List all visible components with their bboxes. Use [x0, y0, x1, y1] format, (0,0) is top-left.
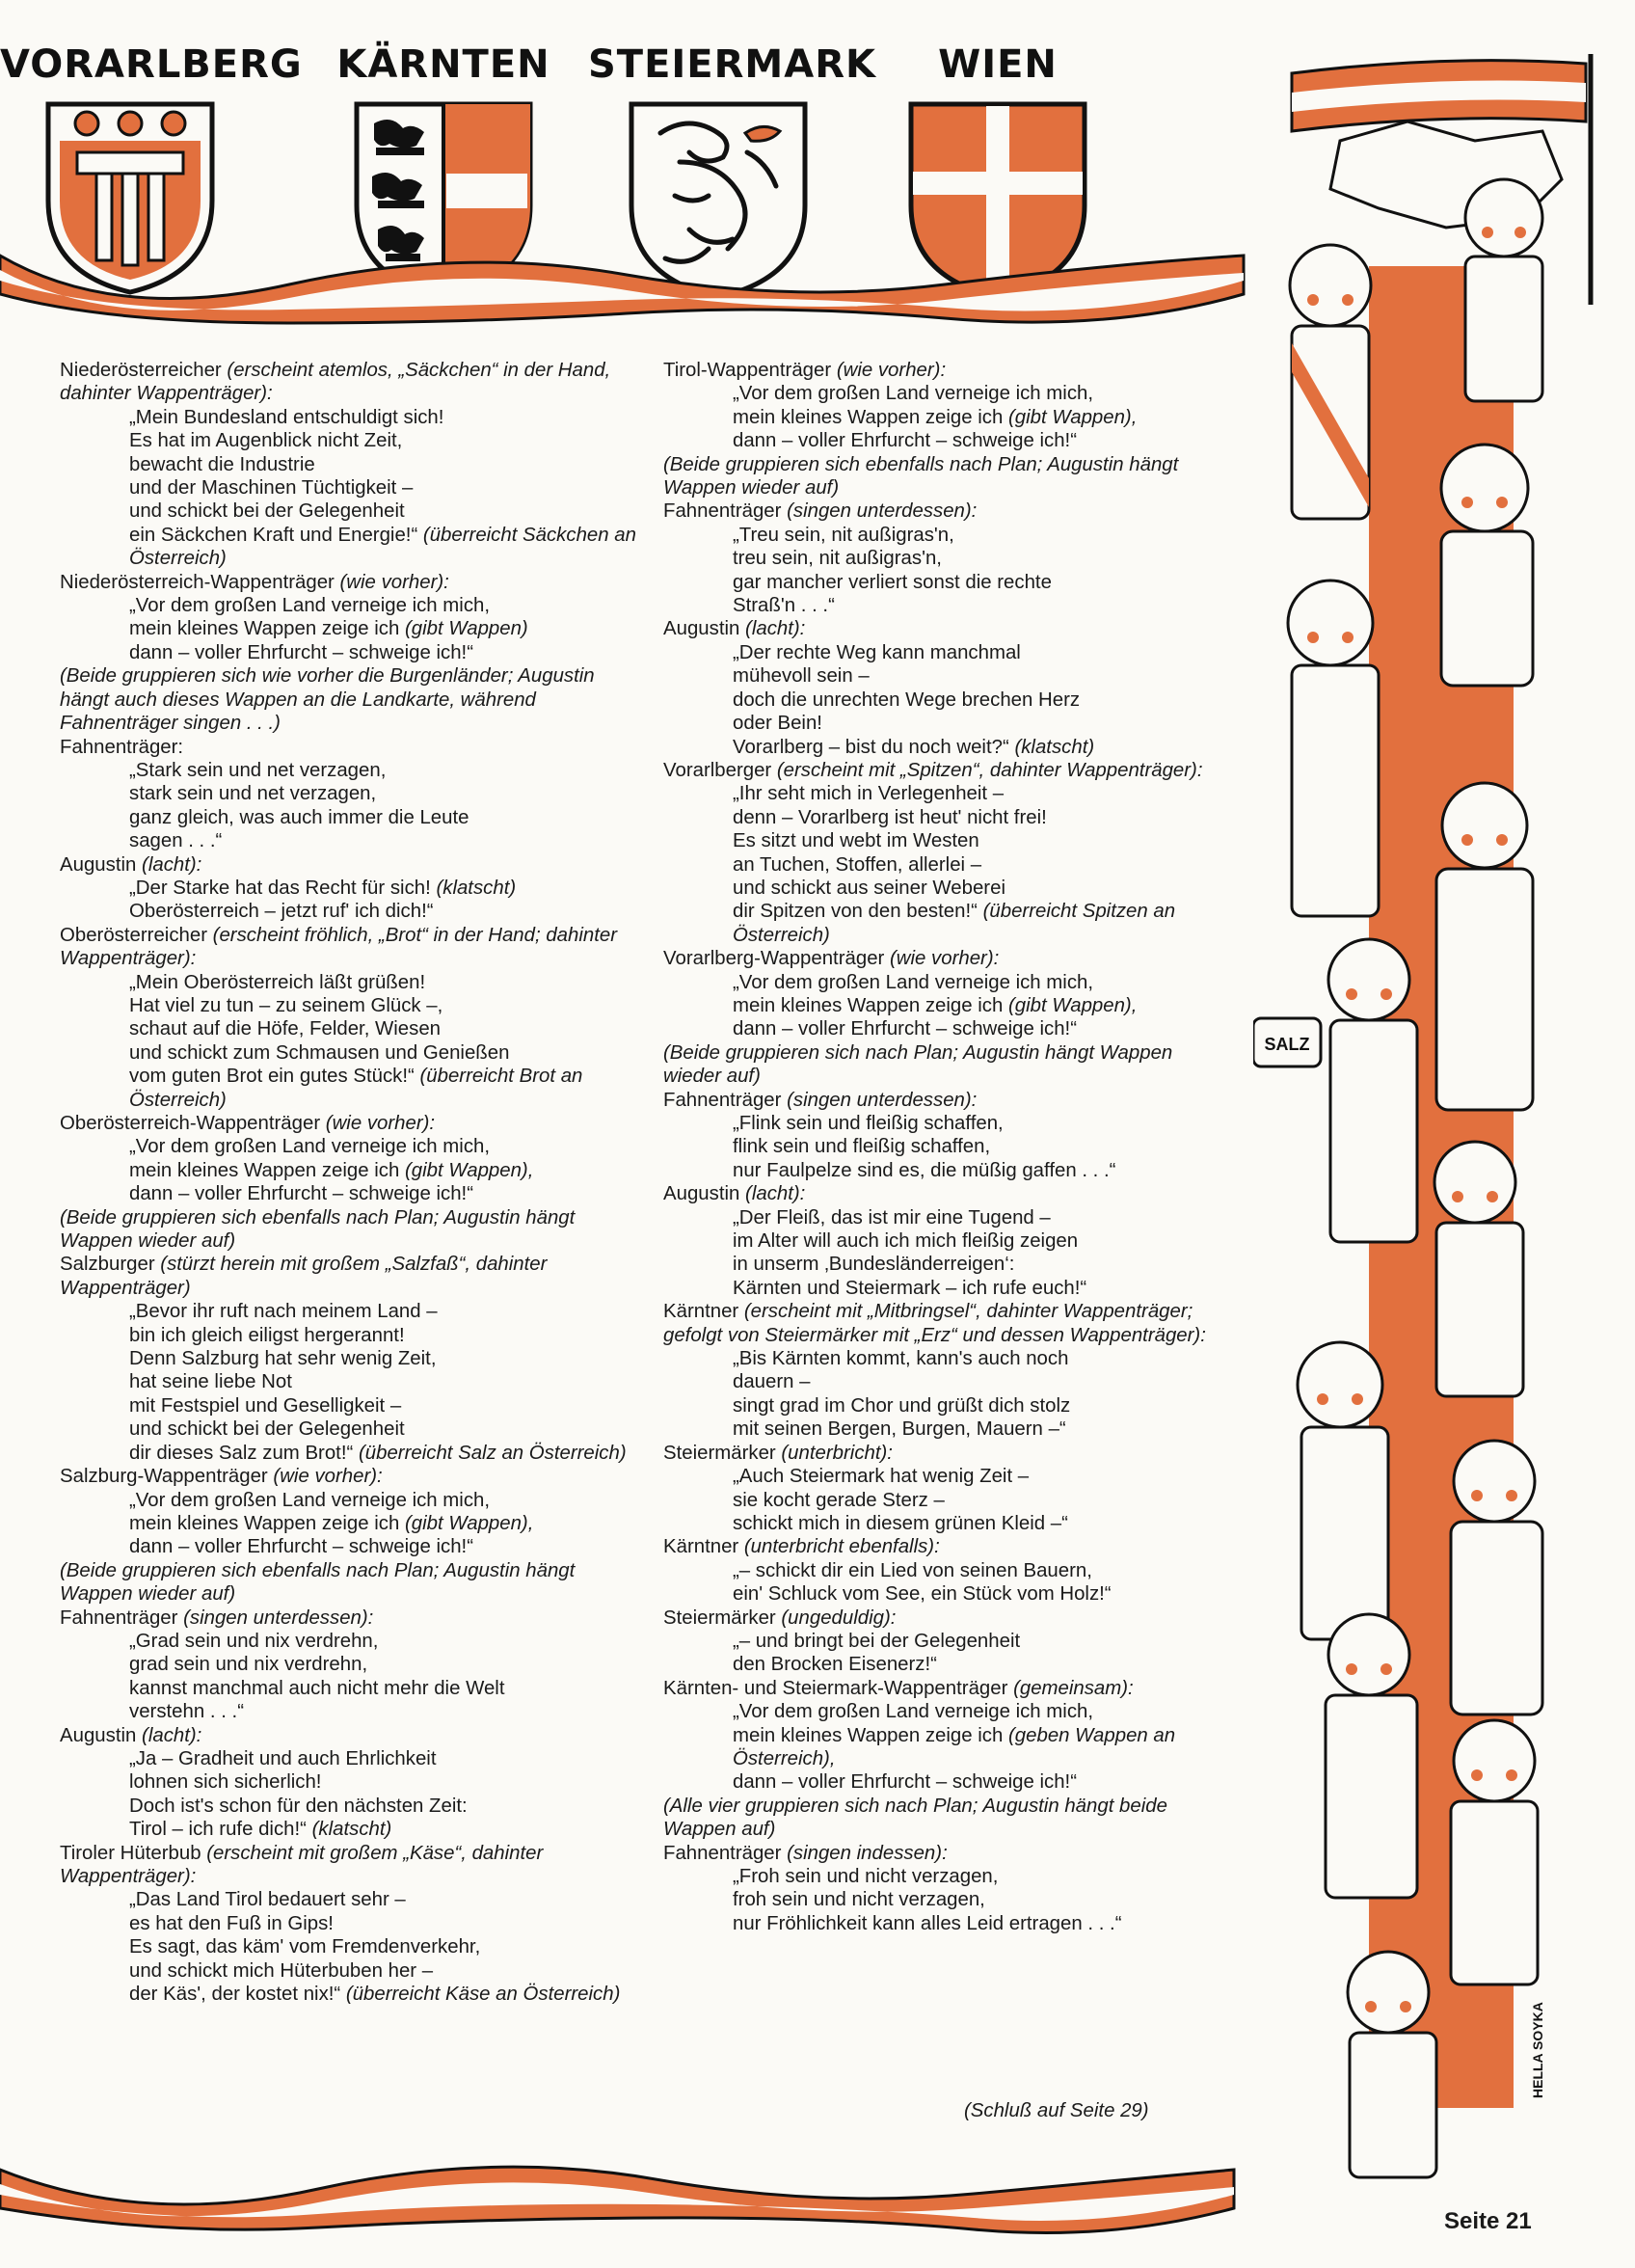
verse-text: „Vor dem großen Land verneige ich mich, mein kleines Wappen zeige ich	[129, 1489, 491, 1534]
verse-text: „Bevor ihr ruft nach meinem Land – bin ich gleich eiligst hergerannt! Denn Salzburg hat sehr wenig Zeit, hat seine liebe Not mit Festspiel und Geselligkeit – und schickt bei der Gelegenheit dir dieses Salz zum Brot!“	[129, 1301, 438, 1464]
left-column	[60, 359, 638, 2006]
verse-text: „Der rechte Weg kann manchmal mühevoll sein – doch die unrechten Wege brechen Herz oder Bein! Vorarlberg – bist du noch weit?“	[733, 641, 1081, 758]
right-column	[663, 359, 1234, 1935]
stage-direction: (klatscht)	[1014, 736, 1095, 758]
stage-note: (Alle vier gruppieren sich nach Plan; Augustin hängt beide Wappen auf)	[663, 1795, 1167, 1841]
stage-direction: (unterbricht):	[781, 1442, 893, 1464]
verse-text: dann – voller Ehrfurcht – schweige ich!“	[733, 430, 1078, 452]
children-illustration	[1253, 54, 1600, 2233]
verse-text: „Mein Bundesland entschuldigt sich! Es hat im Augenblick nicht Zeit, bewacht die Industrie und der Maschinen Tüchtigkeit – und schickt bei der Gelegenheit ein Säckchen Kraft und Energie!“	[129, 406, 444, 546]
verse-text: „Flink sein und fleißig schaffen, flink sein und fleißig schaffen, nur Faulpelze sind es, die müßig gaffen . . .“	[733, 1113, 1116, 1181]
speaker-name: Oberösterreicher	[60, 924, 207, 946]
script-entry	[60, 1606, 638, 1724]
stage-direction: (erscheint mit „Mitbringsel“, dahinter Wappenträger; gefolgt von Steiermärker mit „Erz“ und dessen Wappenträger):	[663, 1301, 1206, 1346]
stage-direction: (unterbricht ebenfalls):	[743, 1536, 940, 1558]
verse-text: dann – voller Ehrfurcht – schweige ich!“	[129, 1536, 474, 1558]
script-entry	[663, 1182, 1234, 1300]
stage-note: (Beide gruppieren sich ebenfalls nach Plan; Augustin hängt Wappen wieder auf)	[663, 453, 1179, 500]
script-entry	[663, 1606, 1234, 1677]
verse-text: Oberösterreich – jetzt ruf' ich dich!“	[129, 901, 434, 923]
stage-direction: (gibt Wappen),	[1008, 994, 1138, 1016]
verse-text: „– schickt dir ein Lied von seinen Bauern, ein' Schluck vom See, ein Stück vom Holz!“	[733, 1559, 1112, 1606]
speaker-name: Steiermärker	[663, 1606, 776, 1629]
speaker-name: Fahnenträger:	[60, 736, 184, 758]
speaker-name: Vorarlberg-Wappenträger	[663, 948, 885, 970]
stage-note: (Beide gruppieren sich ebenfalls nach Plan; Augustin hängt Wappen wieder auf)	[60, 1206, 576, 1253]
stage-direction: (gibt Wappen),	[405, 1512, 534, 1534]
speaker-name: Fahnenträger	[60, 1606, 178, 1629]
stage-direction: (gibt Wappen),	[405, 1159, 534, 1181]
verse-text: „Mein Oberösterreich läßt grüßen! Hat viel zu tun – zu seinem Glück –, schaut auf die Höfe, Felder, Wiesen und schickt zum Schmausen und Genießen vom guten Brot ein gutes Stück!“	[129, 971, 510, 1088]
script-entry	[663, 1535, 1234, 1606]
page-number: Seite 21	[1444, 2208, 1532, 2234]
verse-text: „Der Starke hat das Recht für sich!	[129, 877, 431, 899]
stage-direction: (überreicht Käse an Österreich)	[345, 1984, 621, 2006]
stage-direction: (lacht):	[142, 853, 202, 876]
stage-direction: (gibt Wappen),	[1008, 406, 1138, 428]
script-entry	[60, 359, 638, 571]
speaker-name: Niederösterreicher	[60, 360, 222, 381]
continued-note: (Schluß auf Seite 29)	[964, 2100, 1149, 2121]
bottom-ribbon	[0, 2141, 1253, 2247]
verse-text: „Stark sein und net verzagen, stark sein und net verzagen, ganz gleich, was auch immer die Leute sagen . . .“	[129, 759, 469, 852]
speaker-name: Augustin	[663, 618, 740, 640]
state-name: WIEN	[938, 42, 1058, 87]
script-entry	[663, 1677, 1234, 1842]
stage-direction: (überreicht Brot an Österreich)	[129, 1066, 583, 1111]
stage-direction: (überreicht Säckchen an Österreich)	[129, 524, 636, 570]
script-entry	[663, 1300, 1234, 1441]
script-entry	[60, 924, 638, 1112]
stage-note: (Beide gruppieren sich nach Plan; Augustin hängt Wappen wieder auf)	[663, 1041, 1173, 1088]
state-name: STEIERMARK	[588, 42, 876, 87]
stage-direction: (erscheint fröhlich, „Brot“ in der Hand; dahinter Wappenträger):	[60, 924, 618, 970]
stage-direction: (stürzt herein mit großem „Salzfaß“, dahinter Wappenträger)	[60, 1254, 548, 1299]
verse-text: „Ihr seht mich in Verlegenheit – denn – Vorarlberg ist heut' nicht frei! Es sitzt und webt im Westen an Tuchen, Stoffen, allerlei – und schickt aus seiner Weberei dir Spitzen von den besten!“	[733, 783, 1047, 923]
speaker-name: Kärntner	[663, 1301, 739, 1323]
verse-text: dann – voller Ehrfurcht – schweige ich!“	[733, 1018, 1078, 1040]
speaker-name: Tirol-Wappenträger	[663, 360, 832, 381]
barrel-label: SALZ	[1264, 1035, 1310, 1054]
speaker-name: Fahnenträger	[663, 1089, 782, 1111]
stage-note: (Beide gruppieren sich wie vorher die Burgenländer; Augustin hängt auch dieses Wappen an die Landkarte, während Fahnenträger singen . . .)	[60, 665, 595, 735]
speaker-name: Fahnenträger	[663, 1842, 782, 1864]
script-entry	[60, 736, 638, 853]
script-entry	[60, 853, 638, 924]
speaker-name: Augustin	[60, 853, 137, 876]
verse-text: „Vor dem großen Land verneige ich mich, mein kleines Wappen zeige ich	[129, 1136, 491, 1181]
verse-text: „Ja – Gradheit und auch Ehrlichkeit lohnen sich sicherlich! Doch ist's schon für den nächsten Zeit: Tirol – ich rufe dich!“	[129, 1747, 468, 1841]
script-entry	[663, 1842, 1234, 1936]
script-entry	[60, 1842, 638, 2007]
stage-direction: (lacht):	[745, 1183, 806, 1205]
stage-direction: (wie vorher):	[890, 948, 1000, 970]
verse-text: „Vor dem großen Land verneige ich mich, mein kleines Wappen zeige ich	[733, 971, 1094, 1016]
verse-text: „Vor dem großen Land verneige ich mich, mein kleines Wappen zeige ich	[733, 1701, 1094, 1746]
speaker-name: Kärnten- und Steiermark-Wappenträger	[663, 1677, 1008, 1699]
speaker-name: Salzburger	[60, 1254, 155, 1276]
script-entry	[60, 1253, 638, 1465]
speaker-name: Kärntner	[663, 1536, 739, 1558]
top-ribbon	[0, 217, 1253, 352]
speaker-name: Augustin	[663, 1183, 740, 1205]
script-entry	[663, 1442, 1234, 1536]
script-entry	[663, 947, 1234, 1088]
stage-direction: (überreicht Salz an Österreich)	[358, 1442, 627, 1464]
stage-direction: (überreicht Spitzen an Österreich)	[733, 901, 1176, 946]
script-entry	[663, 500, 1234, 617]
stage-direction: (geben Wappen an Österreich),	[733, 1724, 1176, 1769]
stage-direction: (singen unterdessen):	[787, 500, 978, 523]
stage-direction: (erscheint mit großem „Käse“, dahinter Wappenträger):	[60, 1842, 544, 1887]
stage-direction: (ungeduldig):	[781, 1606, 897, 1629]
script-entry	[663, 617, 1234, 758]
script-entry	[60, 1724, 638, 1842]
verse-text: dann – voller Ehrfurcht – schweige ich!“	[129, 641, 474, 663]
speaker-name: Niederösterreich-Wappenträger	[60, 571, 335, 593]
artist-signature: HELLA SOYKA	[1530, 2002, 1545, 2098]
verse-text: „Grad sein und nix verdrehn, grad sein und nix verdrehn, kannst manchmal auch nicht mehr die Welt verstehn . . .“	[129, 1630, 505, 1723]
stage-direction: (wie vorher):	[339, 571, 449, 593]
verse-text: „Vor dem großen Land verneige ich mich, mein kleines Wappen zeige ich	[733, 383, 1094, 428]
script-entry	[663, 359, 1234, 500]
script-entry	[60, 571, 638, 736]
script-entry	[60, 1112, 638, 1253]
speaker-name: Salzburg-Wappenträger	[60, 1466, 268, 1488]
stage-direction: (gibt Wappen)	[405, 618, 528, 640]
stage-direction: (erscheint atemlos, „Säckchen“ in der Hand, dahinter Wappenträger):	[60, 360, 611, 405]
stage-direction: (singen unterdessen):	[183, 1606, 374, 1629]
verse-text: „Bis Kärnten kommt, kann's auch noch dauern – singt grad im Chor und grüßt dich stolz mit seinen Bergen, Burgen, Mauern –“	[733, 1348, 1071, 1441]
stage-direction: (wie vorher):	[273, 1466, 383, 1488]
verse-text: „Froh sein und nicht verzagen, froh sein und nicht verzagen, nur Fröhlichkeit kann alles Leid ertragen . . .“	[733, 1866, 1122, 1934]
speaker-name: Augustin	[60, 1724, 137, 1746]
stage-direction: (singen unterdessen):	[787, 1089, 978, 1111]
stage-direction: (klatscht)	[311, 1819, 392, 1841]
verse-text: „Auch Steiermark hat wenig Zeit – sie kocht gerade Sterz – schickt mich in diesem grünen Kleid –“	[733, 1466, 1068, 1534]
state-name: KÄRNTEN	[336, 42, 550, 87]
script-entry	[60, 1465, 638, 1606]
verse-text: „– und bringt bei der Gelegenheit den Brocken Eisenerz!“	[733, 1630, 1021, 1676]
speaker-name: Oberösterreich-Wappenträger	[60, 1113, 321, 1134]
stage-direction: (lacht):	[142, 1724, 202, 1746]
stage-note: (Beide gruppieren sich ebenfalls nach Plan; Augustin hängt Wappen wieder auf)	[60, 1559, 576, 1606]
speaker-name: Tiroler Hüterbub	[60, 1842, 201, 1864]
state-name: VORARLBERG	[0, 42, 303, 87]
stage-direction: (lacht):	[745, 618, 806, 640]
stage-direction: (wie vorher):	[836, 360, 947, 381]
stage-direction: (erscheint mit „Spitzen“, dahinter Wappenträger):	[776, 759, 1203, 781]
stage-direction: (klatscht)	[436, 877, 517, 899]
verse-text: dann – voller Ehrfurcht – schweige ich!“	[129, 1183, 474, 1205]
stage-direction: (gemeinsam):	[1013, 1677, 1134, 1699]
script-entry	[663, 1089, 1234, 1183]
script-entry	[663, 759, 1234, 947]
verse-text: „Vor dem großen Land verneige ich mich, mein kleines Wappen zeige ich	[129, 595, 491, 640]
verse-text: „Der Fleiß, das ist mir eine Tugend – im Alter will auch ich mich fleißig zeigen in unserm ‚Bundesländerreigen‘: Kärnten und Steiermark – ich rufe euch!“	[733, 1206, 1087, 1299]
verse-text: dann – voller Ehrfurcht – schweige ich!“	[733, 1771, 1078, 1794]
stage-direction: (singen indessen):	[787, 1842, 948, 1864]
speaker-name: Vorarlberger	[663, 759, 772, 781]
verse-text: „Das Land Tirol bedauert sehr – es hat den Fuß in Gips! Es sagt, das käm' vom Fremdenverkehr, und schickt mich Hüterbuben her – der Käs', der kostet nix!“	[129, 1889, 481, 2006]
stage-direction: (wie vorher):	[325, 1113, 436, 1134]
verse-text: „Treu sein, nit außigras'n, treu sein, nit außigras'n, gar mancher verliert sonst die rechte Straß'n . . .“	[733, 524, 1052, 617]
speaker-name: Fahnenträger	[663, 500, 782, 523]
speaker-name: Steiermärker	[663, 1442, 776, 1464]
